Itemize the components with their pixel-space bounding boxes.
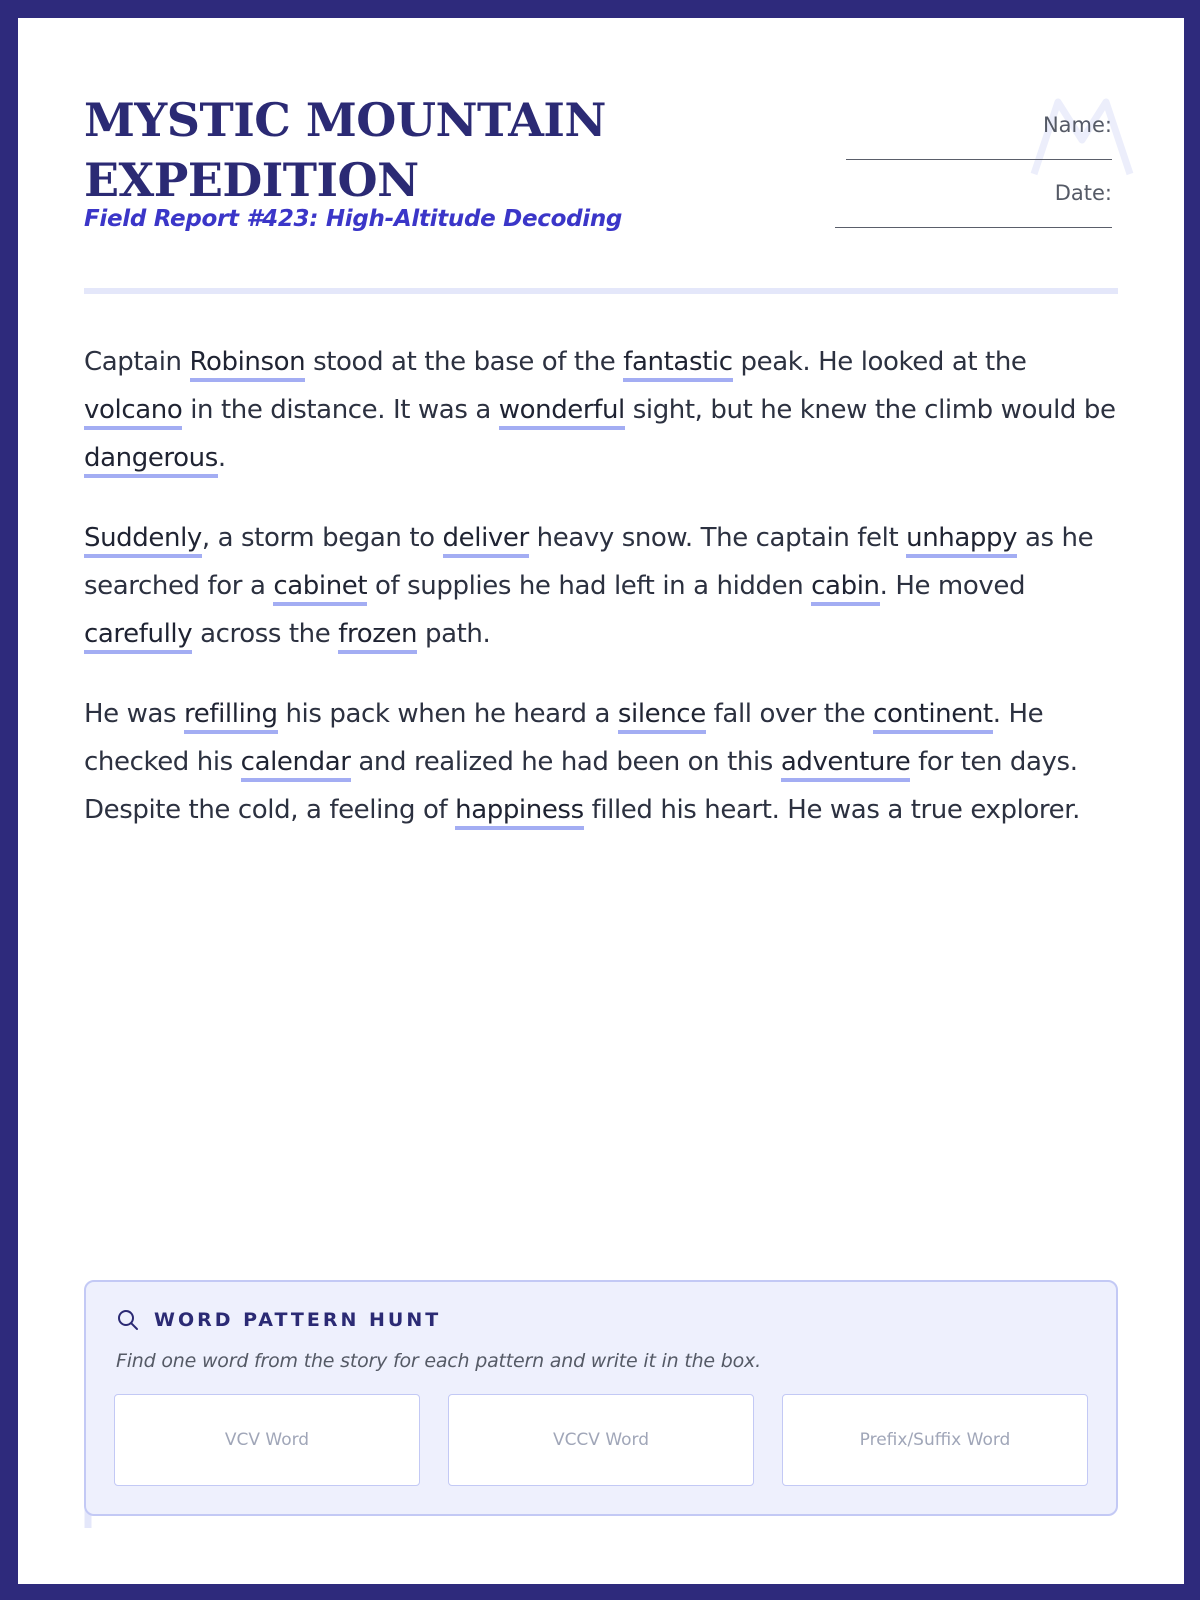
story-text-run: sight, but he knew the climb would be [624,395,1116,425]
title-line-1: MYSTIC MOUNTAIN [84,93,606,147]
story-paragraph-3 [84,690,1124,834]
date-field[interactable] [835,206,1112,228]
story-text-run: , a storm began to [201,523,443,553]
story-text-run: in the distance. It was a [182,395,499,425]
keyword: continent [873,699,993,734]
vcv-word-box[interactable]: VCV Word [114,1394,420,1486]
page-subtitle: Field Report #423: High-Altitude Decoding [84,206,623,232]
story-text-run: . He moved [879,571,1026,601]
word-pattern-hunt-panel [84,1280,1118,1516]
story-text-run: and realized he had been on this [350,747,781,777]
story-text-run: as he searched for a [84,523,1094,601]
name-field[interactable] [846,138,1112,160]
prefix-suffix-word-box[interactable]: Prefix/Suffix Word [782,1394,1088,1486]
keyword: carefully [84,619,192,654]
keyword: deliver [443,523,529,558]
keyword: Suddenly [84,523,202,558]
vccv-word-box[interactable]: VCCV Word [448,1394,754,1486]
keyword: unhappy [906,523,1017,558]
keyword: cabin [811,571,879,606]
hunt-instructions: Find one word from the story for each pattern and write it in the box. [116,1350,761,1372]
keyword: Robinson [190,347,306,382]
keyword: refilling [184,699,278,734]
keyword: cabinet [273,571,367,606]
story-text-run: heavy snow. The captain felt [528,523,907,553]
story-text-run: path. [417,619,491,649]
keyword: calendar [241,747,351,782]
page-title [84,90,724,210]
hunt-header [116,1308,441,1332]
story-text-run: . He checked his [84,699,1044,777]
date-label: Date: [1054,181,1112,205]
worksheet-page [18,18,1184,1584]
keyword: wonderful [499,395,625,430]
title-line-2: EXPEDITION [84,153,419,207]
keyword: adventure [781,747,911,782]
search-icon [116,1308,140,1332]
keyword: fantastic [623,347,732,382]
story-paragraph-1 [84,338,1124,482]
name-label: Name: [1042,113,1112,137]
keyword: volcano [84,395,182,430]
story-text [84,338,1124,866]
story-text-run: stood at the base of the [305,347,624,377]
story-text-run: . [217,443,226,473]
keyword: silence [618,699,706,734]
hunt-title: WORD PATTERN HUNT [154,1309,442,1331]
story-text-run: He was [84,699,185,729]
story-text-run: across the [192,619,339,649]
story-text-run: peak. He looked at the [732,347,1027,377]
story-paragraph-2 [84,514,1124,658]
name-date-fields [812,112,1112,248]
header-divider [84,288,1118,294]
story-text-run: filled his heart. He was a true explorer. [583,795,1080,825]
story-text-run: fall over the [705,699,874,729]
keyword: dangerous [84,443,218,478]
keyword: happiness [455,795,584,830]
story-text-run: Captain [84,347,190,377]
keyword: frozen [338,619,417,654]
story-text-run: of supplies he had left in a hidden [367,571,812,601]
story-text-run: for ten days. Despite the cold, a feeling of [84,747,1078,825]
story-text-run: his pack when he heard a [277,699,618,729]
